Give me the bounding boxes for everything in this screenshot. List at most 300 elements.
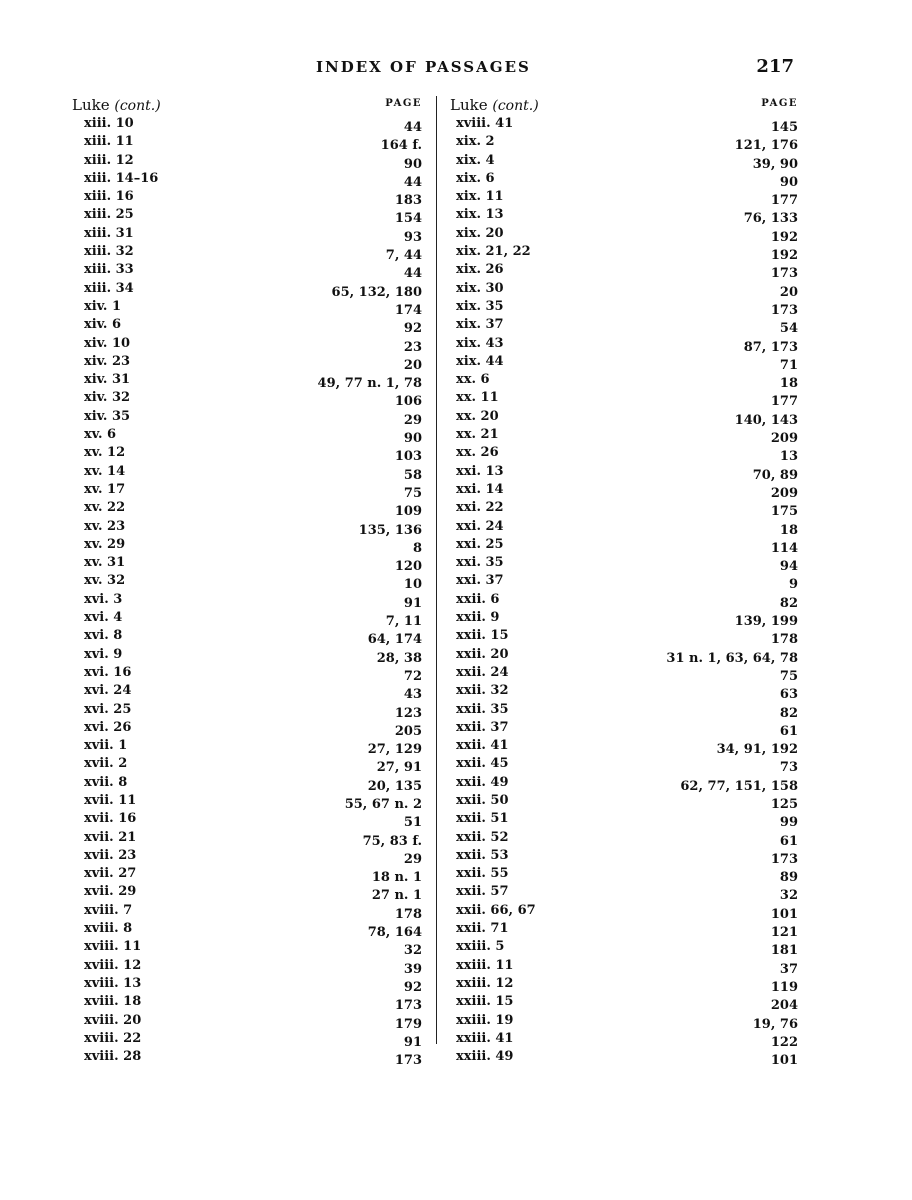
page-references: 32 — [779, 888, 798, 904]
page-references: 18 — [779, 522, 798, 538]
index-entry — [450, 205, 798, 227]
passage-reference: xxi. 37 — [456, 573, 504, 589]
passage-reference: xix. 21, 22 — [456, 244, 531, 260]
passage-reference: xvii. 11 — [84, 792, 137, 808]
index-entry — [72, 224, 422, 245]
page-references: 114 — [770, 540, 798, 556]
index-entry — [450, 279, 798, 300]
passage-reference: xix. 11 — [456, 189, 504, 205]
index-entry — [72, 205, 422, 227]
passage-reference: xxii. 41 — [456, 738, 509, 754]
page-references: 181 — [770, 943, 798, 959]
index-entry — [450, 736, 798, 758]
index-entry — [72, 645, 422, 666]
index-entry — [450, 517, 798, 538]
index-entry — [450, 132, 798, 154]
page-references: 174 — [394, 302, 422, 318]
index-entry — [72, 187, 422, 209]
passage-reference: xxi. 24 — [456, 518, 504, 534]
page-references: 192 — [770, 248, 798, 264]
index-entry — [72, 992, 422, 1014]
page-references: 179 — [394, 1016, 422, 1032]
passage-reference: xv. 32 — [84, 573, 126, 589]
index-entry — [450, 462, 798, 483]
index-entry — [72, 1011, 422, 1032]
passage-reference: xx. 21 — [456, 427, 499, 443]
passage-reference: xvi. 3 — [84, 591, 123, 607]
index-entry — [450, 626, 798, 648]
index-entry — [450, 1029, 798, 1050]
index-entry — [72, 480, 422, 501]
index-entry — [72, 443, 422, 465]
index-entry — [72, 553, 422, 575]
index-entry — [450, 535, 798, 556]
page-references: 8 — [412, 540, 422, 556]
page-references: 65, 132, 180 — [331, 284, 422, 300]
page-references: 13 — [779, 449, 798, 465]
passage-reference: xiv. 1 — [84, 298, 122, 314]
page-references: 175 — [770, 504, 798, 520]
passage-reference: xxii. 9 — [456, 610, 500, 626]
index-entry — [72, 590, 422, 611]
page-references: 61 — [779, 833, 798, 849]
passage-reference: xxiii. 49 — [456, 1049, 514, 1065]
index-entry — [72, 791, 422, 812]
page-references: 101 — [770, 1053, 798, 1069]
passage-reference: xvii. 23 — [84, 847, 137, 863]
page-references: 39, 90 — [752, 156, 798, 172]
index-entry — [72, 937, 422, 959]
page-references: 192 — [770, 229, 798, 245]
index-entry — [72, 681, 422, 703]
entry-list — [72, 114, 422, 1069]
page-references: 92 — [403, 321, 422, 337]
page-references: 29 — [403, 412, 422, 428]
index-entry — [450, 791, 798, 812]
index-entry — [450, 809, 798, 831]
page-references: 49, 77 n. 1, 78 — [317, 376, 422, 392]
page-references: 20, 135 — [367, 778, 422, 794]
index-entry — [72, 828, 422, 849]
index-entry — [450, 681, 798, 703]
page-references: 63 — [779, 687, 798, 703]
page-references: 75 — [403, 485, 422, 501]
index-entry — [450, 443, 798, 465]
page-references: 75 — [779, 668, 798, 684]
passage-reference: xxiii. 19 — [456, 1012, 514, 1028]
page-references: 154 — [394, 211, 422, 227]
page-references: 54 — [779, 321, 798, 337]
index-entry — [72, 736, 422, 758]
passage-reference: xvii. 1 — [84, 738, 128, 754]
index-entry — [72, 370, 422, 392]
page-references: 18 — [779, 376, 798, 392]
passage-reference: xxii. 20 — [456, 646, 509, 662]
index-entry — [450, 882, 798, 904]
page-references: 27, 129 — [367, 742, 422, 758]
index-entry — [450, 114, 798, 135]
index-entry — [450, 571, 798, 593]
index-entry — [450, 590, 798, 611]
page-references: 164 f. — [380, 138, 422, 154]
page-references: 123 — [394, 705, 422, 721]
passage-reference: xix. 13 — [456, 207, 504, 223]
page-references: 122 — [770, 1034, 798, 1050]
page-references: 27, 91 — [376, 760, 422, 776]
page-references: 205 — [394, 723, 422, 739]
passage-reference: xvi. 16 — [84, 664, 132, 680]
passage-reference: xiii. 32 — [84, 244, 134, 260]
index-entry — [450, 846, 798, 867]
passage-reference: xxi. 14 — [456, 481, 504, 497]
page-references: 44 — [403, 174, 422, 190]
index-column-left — [72, 96, 422, 1069]
index-entry — [450, 388, 798, 410]
index-entry — [450, 297, 798, 318]
page-references: 78, 164 — [367, 925, 422, 941]
index-entry — [72, 260, 422, 282]
passage-reference: xv. 31 — [84, 555, 126, 571]
page-references: 32 — [403, 943, 422, 959]
page-references: 62, 77, 151, 158 — [680, 778, 798, 794]
page-references: 106 — [394, 394, 422, 410]
page-references: 9 — [788, 577, 798, 593]
passage-reference: xxii. 57 — [456, 884, 509, 900]
index-entry — [450, 974, 798, 995]
index-column-right — [450, 96, 798, 1069]
passage-reference: xiii. 11 — [84, 134, 134, 150]
page-references: 27 n. 1 — [371, 888, 422, 904]
index-entry — [72, 498, 422, 520]
index-entry — [72, 407, 422, 428]
index-entry — [450, 718, 798, 739]
page-references: 19, 76 — [752, 1016, 798, 1032]
running-title: INDEX OF PASSAGES — [316, 58, 531, 76]
page-references: 90 — [779, 174, 798, 190]
page-column-label: PAGE — [761, 98, 798, 109]
passage-reference: xxii. 15 — [456, 628, 509, 644]
passage-reference: xviii. 13 — [84, 975, 142, 991]
index-entry — [72, 169, 422, 190]
passage-reference: xv. 6 — [84, 427, 117, 443]
page-references: 72 — [403, 668, 422, 684]
index-entry — [450, 937, 798, 959]
book-name: Luke — [72, 96, 110, 114]
passage-reference: xxii. 37 — [456, 719, 509, 735]
passage-reference: xiii. 10 — [84, 116, 134, 131]
page-references: 73 — [779, 760, 798, 776]
passage-reference: xiv. 6 — [84, 317, 122, 333]
passage-reference: xix. 37 — [456, 317, 504, 333]
page-references: 177 — [770, 394, 798, 410]
book-name: Luke — [450, 96, 488, 114]
page-references: 99 — [779, 815, 798, 831]
page-references: 70, 89 — [752, 467, 798, 483]
index-entry — [450, 260, 798, 282]
passage-reference: xxii. 51 — [456, 811, 509, 827]
page-header — [0, 58, 912, 88]
passage-reference: xxii. 32 — [456, 683, 509, 699]
page-references: 20 — [779, 284, 798, 300]
passage-reference: xxi. 25 — [456, 536, 504, 552]
passage-reference: xvi. 4 — [84, 610, 123, 626]
index-entry — [450, 242, 798, 264]
page-references: 173 — [394, 1053, 422, 1069]
passage-reference: xv. 12 — [84, 445, 126, 461]
passage-reference: xx. 6 — [456, 372, 490, 388]
passage-reference: xiv. 23 — [84, 353, 131, 369]
index-entry — [450, 663, 798, 684]
passage-reference: xxii. 45 — [456, 756, 509, 772]
page-references: 39 — [403, 961, 422, 977]
passage-reference: xviii. 28 — [84, 1049, 142, 1065]
index-entry — [72, 1029, 422, 1050]
index-entry — [450, 169, 798, 190]
passage-reference: xvii. 21 — [84, 829, 137, 845]
index-entry — [72, 718, 422, 739]
passage-reference: xxi. 35 — [456, 555, 504, 571]
page-references: 51 — [403, 815, 422, 831]
index-entry — [72, 882, 422, 904]
index-entry — [450, 315, 798, 337]
passage-reference: xxii. 53 — [456, 847, 509, 863]
passage-reference: xix. 35 — [456, 298, 504, 314]
page-references: 29 — [403, 851, 422, 867]
index-entry — [450, 700, 798, 721]
index-entry — [72, 425, 422, 447]
page-references: 173 — [394, 998, 422, 1014]
page-number: 217 — [756, 56, 794, 77]
index-entry — [72, 132, 422, 154]
page-references: 20 — [403, 357, 422, 373]
passage-reference: xxiii. 41 — [456, 1030, 514, 1046]
index-entry — [450, 334, 798, 355]
page-references: 121, 176 — [734, 138, 798, 154]
page-references: 92 — [403, 979, 422, 995]
page-references: 61 — [779, 723, 798, 739]
passage-reference: xiii. 16 — [84, 189, 134, 205]
passage-reference: xiv. 31 — [84, 372, 131, 388]
passage-reference: xxi. 13 — [456, 463, 504, 479]
passage-reference: xix. 44 — [456, 353, 504, 369]
passage-reference: xvi. 25 — [84, 701, 132, 717]
page-references: 23 — [403, 339, 422, 355]
index-entry — [450, 901, 798, 922]
continued-label: (cont.) — [492, 98, 539, 114]
column-divider — [436, 96, 437, 1044]
passage-reference: xxiii. 15 — [456, 994, 514, 1010]
page-references: 58 — [403, 467, 422, 483]
page-references: 119 — [770, 979, 798, 995]
passage-reference: xv. 14 — [84, 463, 126, 479]
passage-reference: xviii. 41 — [456, 116, 514, 131]
page-references: 109 — [394, 504, 422, 520]
passage-reference: xiii. 12 — [84, 152, 134, 168]
page-references: 71 — [779, 357, 798, 373]
page-references: 89 — [779, 870, 798, 886]
passage-reference: xix. 4 — [456, 152, 495, 168]
page-references: 76, 133 — [743, 211, 798, 227]
index-entry — [72, 517, 422, 538]
passage-reference: xvi. 26 — [84, 719, 132, 735]
index-entry — [72, 864, 422, 886]
index-entry — [450, 956, 798, 977]
passage-reference: xx. 11 — [456, 390, 499, 406]
index-entry — [72, 773, 422, 794]
index-entry — [72, 242, 422, 264]
passage-reference: xvii. 27 — [84, 866, 137, 882]
page-references: 31 n. 1, 63, 64, 78 — [666, 650, 798, 666]
passage-reference: xiii. 33 — [84, 262, 134, 278]
passage-reference: xv. 23 — [84, 518, 126, 534]
entry-list — [450, 114, 798, 1069]
index-entry — [72, 352, 422, 373]
passage-reference: xiii. 14–16 — [84, 170, 159, 186]
passage-reference: xx. 26 — [456, 445, 499, 461]
passage-reference: xiv. 32 — [84, 390, 131, 406]
passage-reference: xxii. 50 — [456, 792, 509, 808]
passage-reference: xiii. 25 — [84, 207, 134, 223]
page-references: 34, 91, 192 — [716, 742, 798, 758]
passage-reference: xiii. 34 — [84, 280, 134, 296]
page-references: 145 — [770, 120, 798, 135]
passage-reference: xvi. 8 — [84, 628, 123, 644]
page-references: 82 — [779, 595, 798, 611]
column-header — [450, 96, 798, 114]
passage-reference: xviii. 8 — [84, 921, 133, 937]
passage-reference: xxii. 35 — [456, 701, 509, 717]
passage-reference: xv. 22 — [84, 500, 126, 516]
index-entry — [72, 462, 422, 483]
passage-reference: xvii. 2 — [84, 756, 128, 772]
book-title — [450, 96, 539, 114]
index-entry — [72, 114, 422, 135]
page-references: 121 — [770, 925, 798, 941]
page-references: 209 — [770, 485, 798, 501]
index-entry — [450, 224, 798, 245]
passage-reference: xxii. 52 — [456, 829, 509, 845]
page-references: 44 — [403, 120, 422, 135]
passage-reference: xxii. 6 — [456, 591, 500, 607]
page-references: 204 — [770, 998, 798, 1014]
page-references: 43 — [403, 687, 422, 703]
passage-reference: xviii. 7 — [84, 902, 133, 918]
index-entry — [72, 901, 422, 922]
page-references: 10 — [403, 577, 422, 593]
index-entry — [72, 571, 422, 593]
passage-reference: xviii. 12 — [84, 957, 142, 973]
index-entry — [72, 608, 422, 630]
page-references: 37 — [779, 961, 798, 977]
index-entry — [72, 151, 422, 172]
index-entry — [450, 919, 798, 941]
index-entry — [450, 553, 798, 575]
page-references: 173 — [770, 266, 798, 282]
page-references: 91 — [403, 595, 422, 611]
book-title — [72, 96, 161, 114]
passage-reference: xviii. 11 — [84, 939, 142, 955]
index-entry — [450, 425, 798, 447]
passage-reference: xix. 2 — [456, 134, 495, 150]
page-references: 139, 199 — [734, 614, 798, 630]
index-entry — [450, 645, 798, 666]
index-entry — [72, 315, 422, 337]
page-references: 183 — [394, 193, 422, 209]
passage-reference: xxi. 22 — [456, 500, 504, 516]
passage-reference: xxii. 66, 67 — [456, 902, 536, 918]
index-entry — [72, 1047, 422, 1069]
passage-reference: xviii. 20 — [84, 1012, 142, 1028]
page-references: 125 — [770, 796, 798, 812]
index-entry — [450, 352, 798, 373]
passage-reference: xv. 29 — [84, 536, 126, 552]
page-references: 173 — [770, 302, 798, 318]
passage-reference: xxiii. 5 — [456, 939, 505, 955]
page-references: 103 — [394, 449, 422, 465]
passage-reference: xvii. 8 — [84, 774, 128, 790]
page-references: 209 — [770, 431, 798, 447]
page-references: 90 — [403, 156, 422, 172]
index-entry — [72, 956, 422, 977]
index-entry — [72, 700, 422, 721]
index-entry — [72, 974, 422, 995]
index-entry — [72, 663, 422, 684]
passage-reference: xix. 20 — [456, 225, 504, 241]
page-references: 140, 143 — [734, 412, 798, 428]
continued-label: (cont.) — [114, 98, 161, 114]
passage-reference: xix. 26 — [456, 262, 504, 278]
passage-reference: xiv. 10 — [84, 335, 131, 351]
passage-reference: xxii. 71 — [456, 921, 509, 937]
page-references: 64, 174 — [367, 632, 422, 648]
index-entry — [450, 864, 798, 886]
index-entry — [450, 370, 798, 392]
index-entry — [72, 334, 422, 355]
page-references: 101 — [770, 906, 798, 922]
page-references: 120 — [394, 559, 422, 575]
index-entry — [72, 626, 422, 648]
index-entry — [72, 754, 422, 776]
passage-reference: xvii. 16 — [84, 811, 137, 827]
index-entry — [72, 809, 422, 831]
page-references: 135, 136 — [358, 522, 422, 538]
page-references: 75, 83 f. — [362, 833, 422, 849]
page-references: 93 — [403, 229, 422, 245]
index-entry — [72, 535, 422, 556]
passage-reference: xvi. 24 — [84, 683, 132, 699]
passage-reference: xxiii. 12 — [456, 975, 514, 991]
page-references: 177 — [770, 193, 798, 209]
index-entry — [450, 754, 798, 776]
passage-reference: xix. 43 — [456, 335, 504, 351]
passage-reference: xxiii. 11 — [456, 957, 514, 973]
passage-reference: xx. 20 — [456, 408, 499, 424]
passage-reference: xiii. 31 — [84, 225, 134, 241]
index-entry — [450, 608, 798, 630]
passage-reference: xvi. 9 — [84, 646, 123, 662]
page-references: 44 — [403, 266, 422, 282]
passage-reference: xv. 17 — [84, 481, 126, 497]
passage-reference: xix. 6 — [456, 170, 495, 186]
passage-reference: xix. 30 — [456, 280, 504, 296]
page-references: 94 — [779, 559, 798, 575]
page-references: 178 — [770, 632, 798, 648]
index-entry — [450, 1047, 798, 1069]
page-references: 7, 11 — [385, 614, 422, 630]
page-references: 91 — [403, 1034, 422, 1050]
index-entry — [450, 828, 798, 849]
passage-reference: xxii. 55 — [456, 866, 509, 882]
